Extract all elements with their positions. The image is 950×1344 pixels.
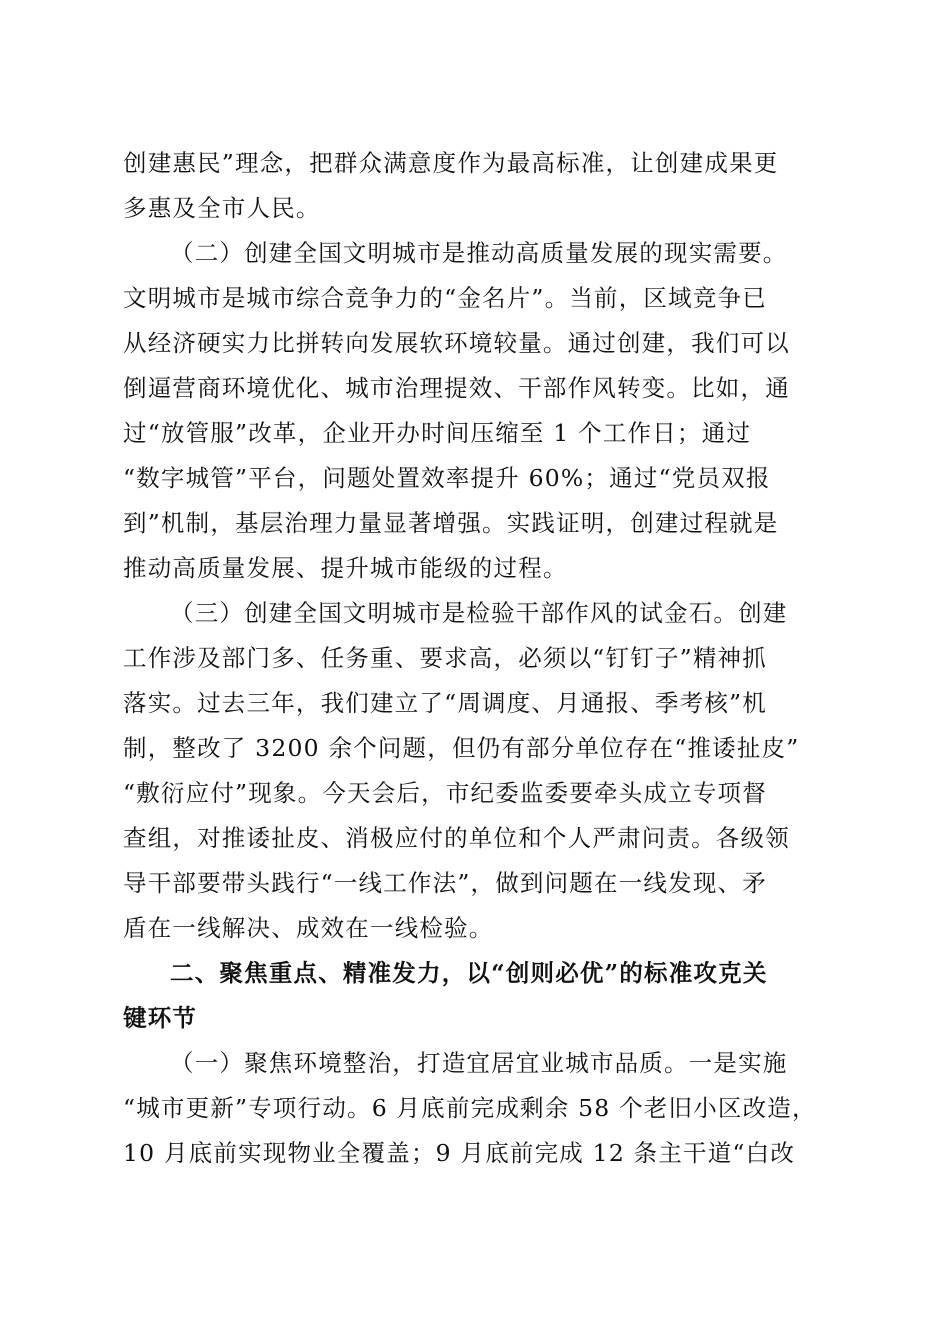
text-line: 盾在一线解决、成效在一线检验。 xyxy=(123,914,494,942)
text-line: 从经济硬实力比拼转向发展软环境较量。通过创建，我们可以 xyxy=(123,329,790,357)
section-heading: （二）创建全国文明城市是推动高质量发展的现实需要。 xyxy=(170,239,788,267)
text-line: 创建惠民”理念，把群众满意度作为最高标准，让创建成果更 xyxy=(123,149,779,177)
text-line: 制，整改了 3200 余个问题，但仍有部分单位存在“推诿扯皮” xyxy=(123,734,800,762)
text-line: 文明城市是城市综合竞争力的“金名片”。当前，区域竞争已 xyxy=(123,284,767,312)
text-line: 推动高质量发展、提升城市能级的过程。 xyxy=(123,554,568,582)
text-line: “敷衍应付”现象。今天会后，市纪委监委要牵头成立专项督 xyxy=(123,779,767,807)
text-line: “数字城管”平台，问题处置效率提升 60%；通过“党员双报 xyxy=(123,464,771,492)
section-heading: （三）创建全国文明城市是检验干部作风的试金石。创建 xyxy=(170,599,788,627)
text-line: 落实。过去三年，我们建立了“周调度、月通报、季考核”机 xyxy=(123,689,767,717)
text-line: 倒逼营商环境优化、城市治理提效、干部作风转变。比如，通 xyxy=(123,374,790,402)
text-line: 多惠及全市人民。 xyxy=(123,194,321,222)
text-line: 到”机制，基层治理力量显著增强。实践证明，创建过程就是 xyxy=(123,509,779,537)
section-heading: （一）聚焦环境整治，打造宜居宜业城市品质。一是实施 xyxy=(170,1049,788,1077)
chapter-heading: 二、聚焦重点、精准发力，以“创则必优”的标准攻克关 xyxy=(170,959,768,987)
chapter-heading-continued: 键环节 xyxy=(123,1004,198,1032)
text-line: “城市更新”专项行动。6 月底前完成剩余 58 个老旧小区改造， xyxy=(123,1094,817,1122)
text-line: 查组，对推诿扯皮、消极应付的单位和个人严肃问责。各级领 xyxy=(123,824,790,852)
text-line: 导干部要带头践行“一线工作法”，做到问题在一线发现、矛 xyxy=(123,869,767,897)
text-line: 过“放管服”改革，企业开办时间压缩至 1 个工作日；通过 xyxy=(123,419,752,447)
text-line: 工作涉及部门多、任务重、要求高，必须以“钉钉子”精神抓 xyxy=(123,644,767,672)
text-line: 10 月底前实现物业全覆盖；9 月底前完成 12 条主干道“白改 xyxy=(123,1139,796,1167)
